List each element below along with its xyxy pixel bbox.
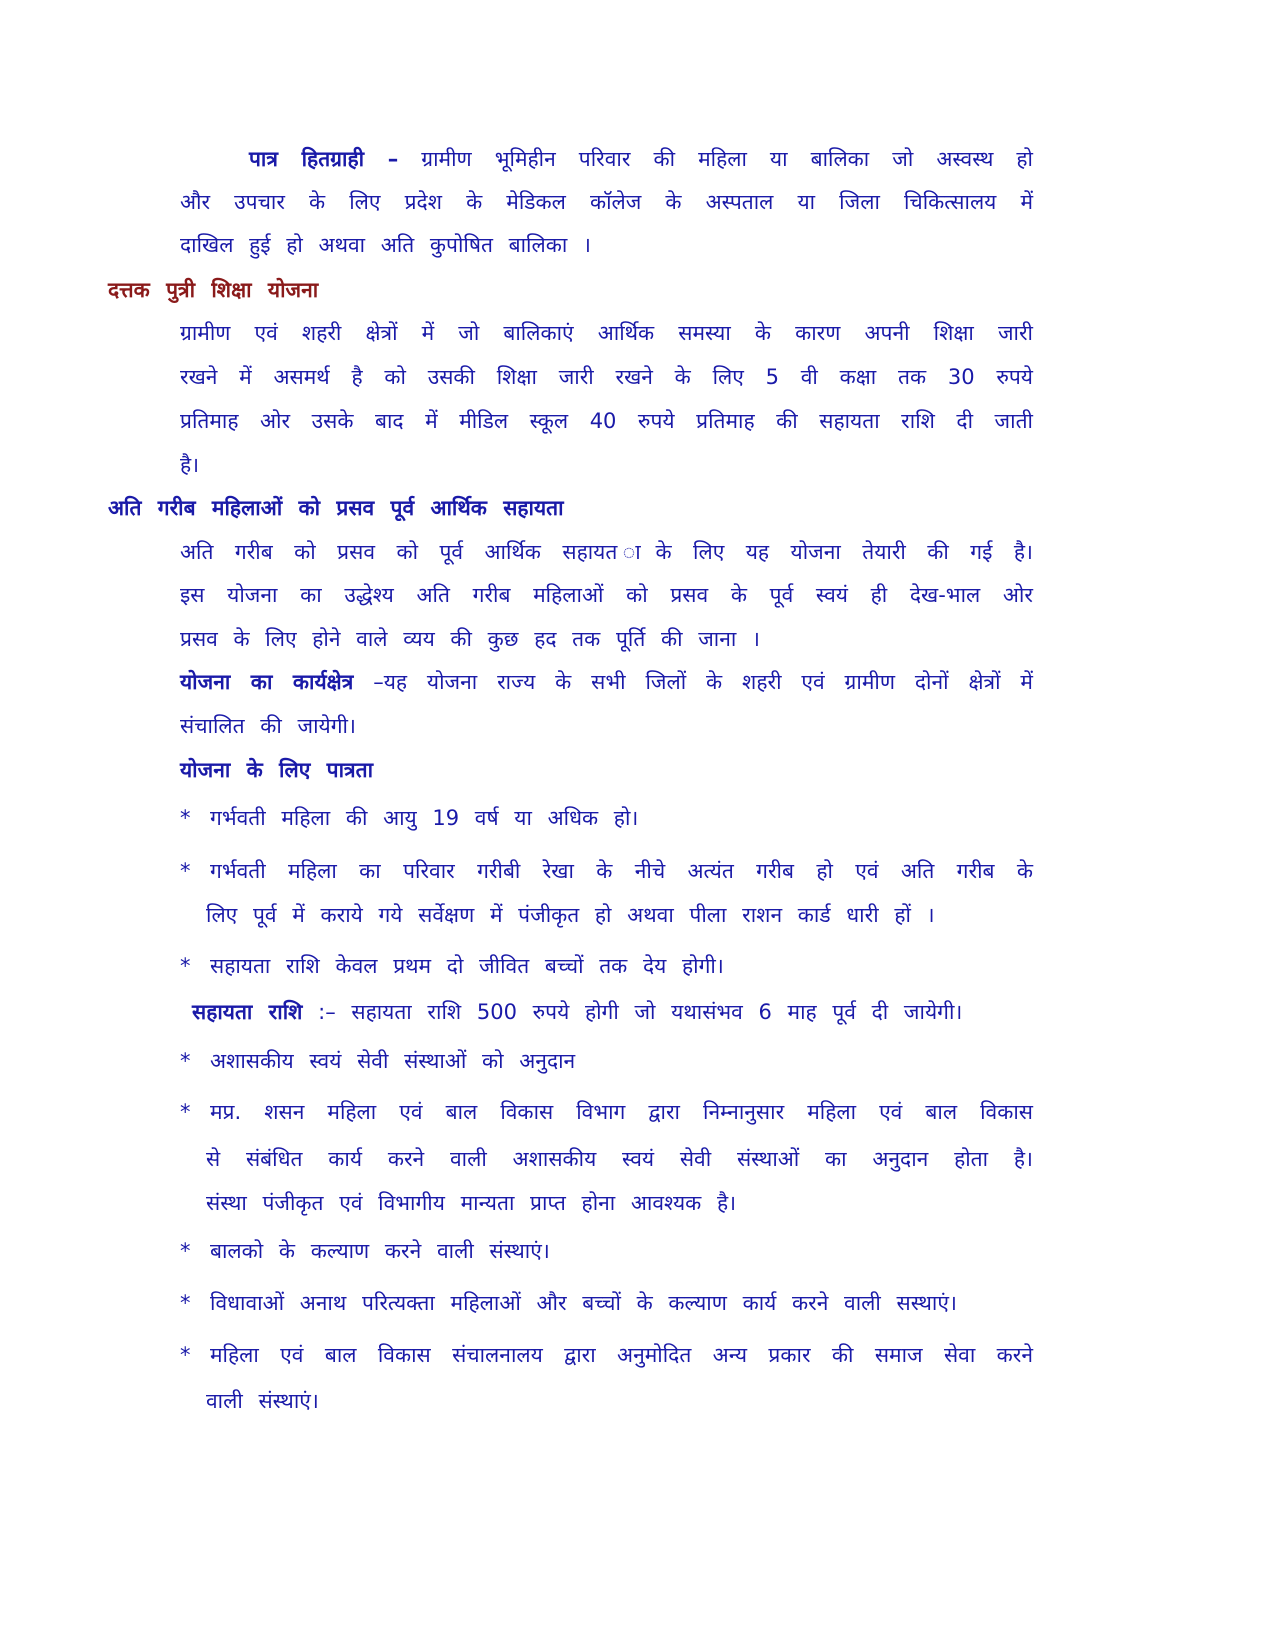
ngo-bullet-2-line-1 [180, 1097, 1033, 1127]
ngo-bullet-3 [180, 1236, 1275, 1266]
bullet-marker: * [180, 1239, 191, 1263]
eligibility-bullet-3 [180, 951, 1275, 981]
ngo-bullet-5-line-1 [180, 1340, 1033, 1370]
bullet-marker: * [180, 1343, 191, 1367]
prenatal-line-1: अति गरीब को प्रसव को पूर्व आर्थिक सहायत ाके लिए यह योजना तेयारी की गई है। [180, 540, 1033, 564]
ngo-bullet-2-line-2: से संबंधित कार्य करने वाली अशासकीय स्वयं सेवी संस्थाओं का अनुदान होता है। [206, 1147, 1033, 1171]
scheme-area-line-1 [180, 667, 1033, 697]
ngo-bullet-5-line-2: वाली संस्थाएं। [206, 1389, 319, 1413]
adopted-daughter-line-3: प्रतिमाह ओर उसके बाद में मीडिल स्कूल 40 रुपये प्रतिमाह की सहायता राशि दी जाती [180, 409, 1033, 433]
adopted-daughter-line-1: ग्रामीण एवं शहरी क्षेत्रों में जो बालिकाएं आर्थिक समस्या के कारण अपनी शिक्षा जारी [180, 321, 1033, 345]
ngo-bullet-2-line-3: संस्था पंजीकृत एवं विभागीय मान्यता प्राप्त होना आवश्यक है। [206, 1191, 737, 1215]
bullet-marker: * [180, 1291, 191, 1315]
eligibility-bullet-1-text: गर्भवती महिला की आयु 19 वर्ष या अधिक हो। [210, 806, 639, 830]
eligibility-bullet-2-line-1 [180, 856, 1033, 886]
eligibility-bullet-3-text: सहायता राशि केवल प्रथम दो जीवित बच्चों तक देय होगी। [210, 954, 724, 978]
beneficiary-line-3: दाखिल हुई हो अथवा अति कुपोषित बालिका । [180, 233, 591, 257]
adopted-daughter-line-2: रखने में असमर्थ है को उसकी शिक्षा जारी रखने के लिए 5 वी कक्षा तक 30 रुपये [180, 365, 1033, 389]
prenatal-line-3: प्रसव के लिए होने वाले व्यय की कुछ हद तक पूर्ति की जाना । [180, 627, 760, 651]
prenatal-assistance-heading: अति गरीब महिलाओं को प्रसव पूर्व आर्थिक सहायता [108, 496, 564, 520]
beneficiary-label: पात्र हितग्राही – [249, 147, 399, 171]
bullet-marker: * [180, 806, 191, 830]
ngo-bullet-1 [180, 1046, 1275, 1076]
assistance-amount-text: :– सहायता राशि 500 रुपये होगी जो यथासंभव 6 माह पूर्व दी जायेगी। [318, 1000, 963, 1024]
eligibility-bullet-2-line-2: लिए पूर्व में कराये गये सर्वेक्षण में पंजीकृत हो अथवा पीला राशन कार्ड धारी हों । [206, 903, 935, 927]
ngo-bullet-4-text: विधावाओं अनाथ परित्यक्ता महिलाओं और बच्चों के कल्याण कार्य करने वाली सस्थाएं। [210, 1291, 957, 1315]
ngo-bullet-5-text: महिला एवं बाल विकास संचालनालय द्वारा अनुमोदित अन्य प्रकार की समाज सेवा करने [210, 1343, 1033, 1367]
eligibility-heading: योजना के लिए पात्रता [180, 758, 374, 782]
ngo-bullet-2-text: मप्र. शसन महिला एवं बाल विकास विभाग द्वारा निम्नानुसार महिला एवं बाल विकास [210, 1100, 1033, 1124]
bullet-marker: * [180, 954, 191, 978]
scheme-area-text: –यह योजना राज्य के सभी जिलों के शहरी एवं ग्रामीण दोनों क्षेत्रों में [373, 670, 1033, 694]
eligibility-bullet-2-text: गर्भवती महिला का परिवार गरीबी रेखा के नीचे अत्यंत गरीब हो एवं अति गरीब के [210, 859, 1033, 883]
ngo-bullet-4 [180, 1288, 1275, 1318]
bullet-marker: * [180, 1100, 191, 1124]
assistance-amount-label: सहायता राशि [192, 1000, 303, 1024]
bullet-marker: * [180, 1049, 191, 1073]
bullet-marker: * [180, 859, 191, 883]
beneficiary-line-2: और उपचार के लिए प्रदेश के मेडिकल कॉलेज के अस्पताल या जिला चिकित्सालय में [180, 190, 1033, 214]
ngo-bullet-1-text: अशासकीय स्वयं सेवी संस्थाओं को अनुदान [210, 1049, 576, 1073]
beneficiary-text: ग्रामीण भूमिहीन परिवार की महिला या बालिका जो अस्वस्थ हो [421, 147, 1033, 171]
beneficiary-line-1 [249, 144, 1033, 174]
scheme-area-line-2: संचालित की जायेगी। [180, 714, 356, 738]
adopted-daughter-line-4: है। [180, 453, 200, 477]
prenatal-line-2: इस योजना का उद्धेश्य अति गरीब महिलाओं को प्रसव के पूर्व स्वयं ही देख-भाल ओर [180, 583, 1033, 607]
adopted-daughter-heading: दत्तक पुत्री शिक्षा योजना [108, 278, 319, 302]
ngo-bullet-3-text: बालको के कल्याण करने वाली संस्थाएं। [210, 1239, 550, 1263]
assistance-amount-line [192, 997, 1275, 1027]
scheme-area-label: योजना का कार्यक्षेत्र [180, 670, 354, 694]
eligibility-bullet-1 [180, 803, 1275, 833]
